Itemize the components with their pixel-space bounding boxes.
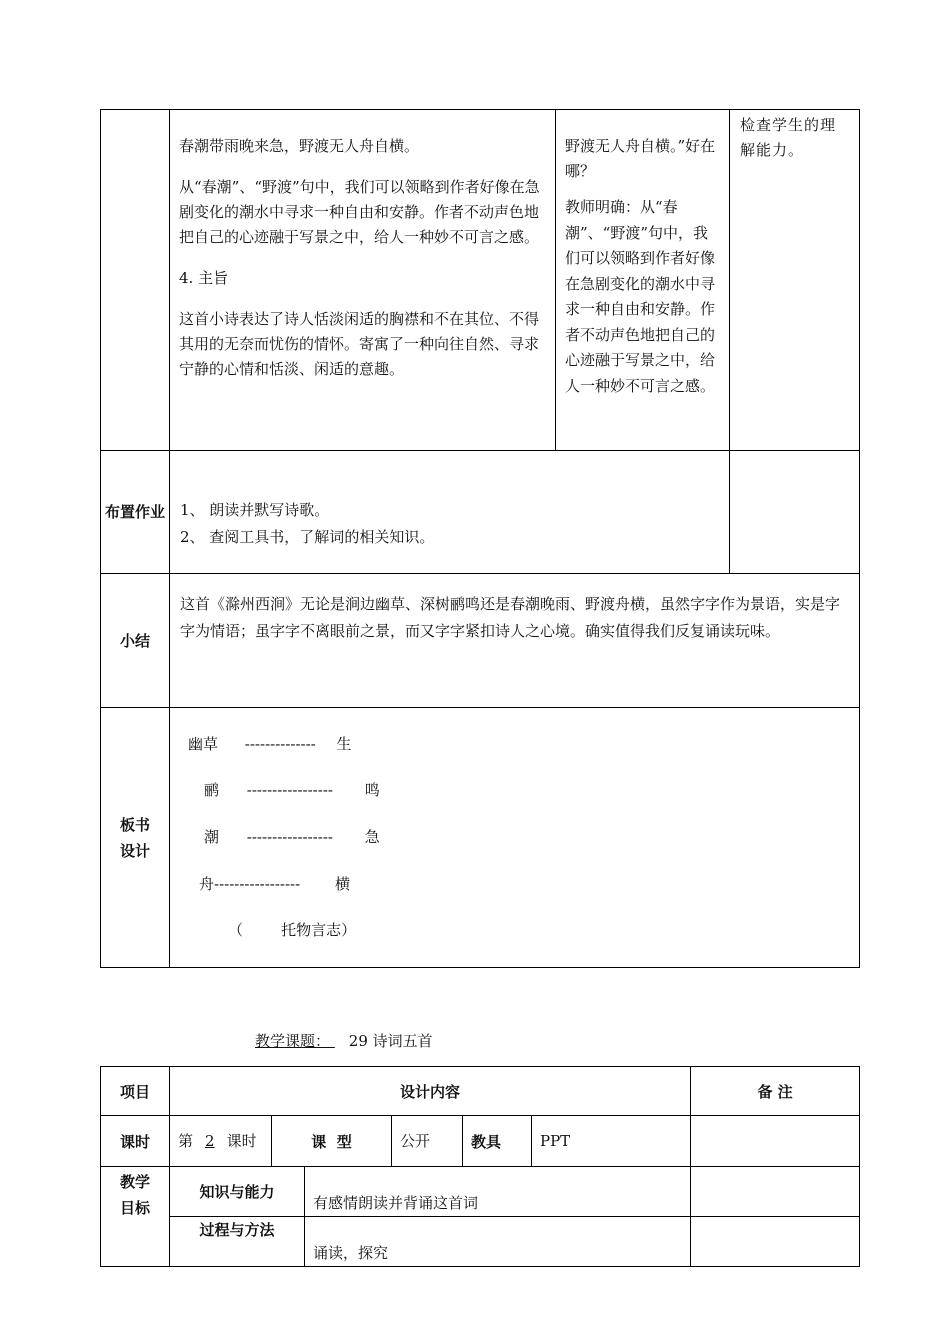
- lesson-title-label: 教学课题：: [255, 1032, 331, 1050]
- lesson-plan-table: [100, 1066, 860, 1267]
- header-note: 备 注: [691, 1067, 860, 1116]
- table-row: [101, 708, 860, 968]
- board-line: 鹂 ----------------- 鸣: [204, 781, 380, 799]
- homework-item: 1、 朗读并默写诗歌。: [180, 501, 330, 519]
- note-cell: [691, 1217, 860, 1267]
- board-cell: [170, 708, 860, 968]
- board-footer: （ 托物言志）: [228, 921, 357, 939]
- homework-item: 2、 查阅工具书，了解词的相关知识。: [180, 528, 435, 546]
- note-cell: [691, 1167, 860, 1217]
- content-cell: [170, 110, 556, 451]
- tool-value: PPT: [532, 1116, 691, 1167]
- table-row: [101, 110, 860, 451]
- lesson-title-value: 29 诗词五首: [348, 1032, 433, 1050]
- note-cell: [691, 1116, 860, 1167]
- process-label: 过程与方法: [170, 1217, 305, 1267]
- summary-text: 这首《滁州西涧》无论是涧边幽草、深树鹂鸣还是春潮晚雨、野渡舟横，虽然字字作为景语，实是字字为情语；虽字字不离眼前之景，而又字字紧扣诗人之心境。确实值得我们反复诵读玩味。: [180, 595, 841, 640]
- table-row: [101, 451, 860, 574]
- goals-label: 教学目标: [101, 1167, 170, 1267]
- board-line: 舟----------------- 横: [199, 875, 350, 893]
- teacher-question: 野渡无人舟自横。”好在哪？: [565, 137, 716, 180]
- item-cell: [101, 110, 170, 451]
- table-row: [101, 1116, 860, 1167]
- theme-heading: 4. 主旨: [179, 269, 229, 287]
- poem-line: 春潮带雨晚来急，野渡无人舟自横。: [179, 137, 420, 155]
- period-label: 课时: [101, 1116, 170, 1167]
- teacher-answer: 教师明确：从“春潮”、“野渡”句中，我们可以领略到作者好像在急剧变化的潮水中寻求一种自由和安静。作者不动声色地把自己的心迹融于写景之中，给人一种妙不可言之感。: [565, 198, 716, 395]
- tool-label: 教具: [463, 1116, 532, 1167]
- lesson-plan-table-continued: [100, 109, 860, 968]
- knowledge-label: 知识与能力: [170, 1167, 305, 1217]
- theme-paragraph: 这首小诗表达了诗人恬淡闲适的胸襟和不在其位、不得其用的无奈而忧伤的情怀。寄寓了一种向往自然、寻求宁静的心情和恬淡、闲适的意趣。: [179, 310, 540, 378]
- summary-label: 小结: [101, 574, 170, 708]
- board-label: 板书设计: [101, 708, 170, 968]
- period-value: 第 2 课时: [170, 1116, 272, 1167]
- note-cell: [730, 110, 860, 451]
- table-header-row: [101, 1067, 860, 1116]
- table-row: [101, 1167, 860, 1217]
- type-value: 公开: [392, 1116, 463, 1167]
- table-row: [101, 574, 860, 708]
- type-label: 课 型: [272, 1116, 392, 1167]
- summary-cell: [170, 574, 860, 708]
- knowledge-value: 有感情朗读并背诵这首词: [305, 1167, 691, 1217]
- homework-cell: [170, 451, 730, 574]
- teacher-activity-cell: [556, 110, 730, 451]
- note-cell: [730, 451, 860, 574]
- board-line: 潮 ----------------- 急: [204, 828, 380, 846]
- homework-label: 布置作业: [101, 451, 170, 574]
- header-item: 项目: [101, 1067, 170, 1116]
- analysis-paragraph: 从“春潮”、“野渡”句中，我们可以领略到作者好像在急剧变化的潮水中寻求一种自由和安静。作者不动声色地把自己的心迹融于写景之中，给人一种妙不可言之感。: [179, 178, 540, 246]
- board-line: 幽草 -------------- 生: [188, 735, 352, 753]
- lesson-title: [255, 1030, 433, 1051]
- note-text: 检查学生的理解能力。: [740, 116, 837, 159]
- process-value: 诵读，探究: [305, 1217, 691, 1267]
- table-row: [101, 1217, 860, 1267]
- header-content: 设计内容: [170, 1067, 691, 1116]
